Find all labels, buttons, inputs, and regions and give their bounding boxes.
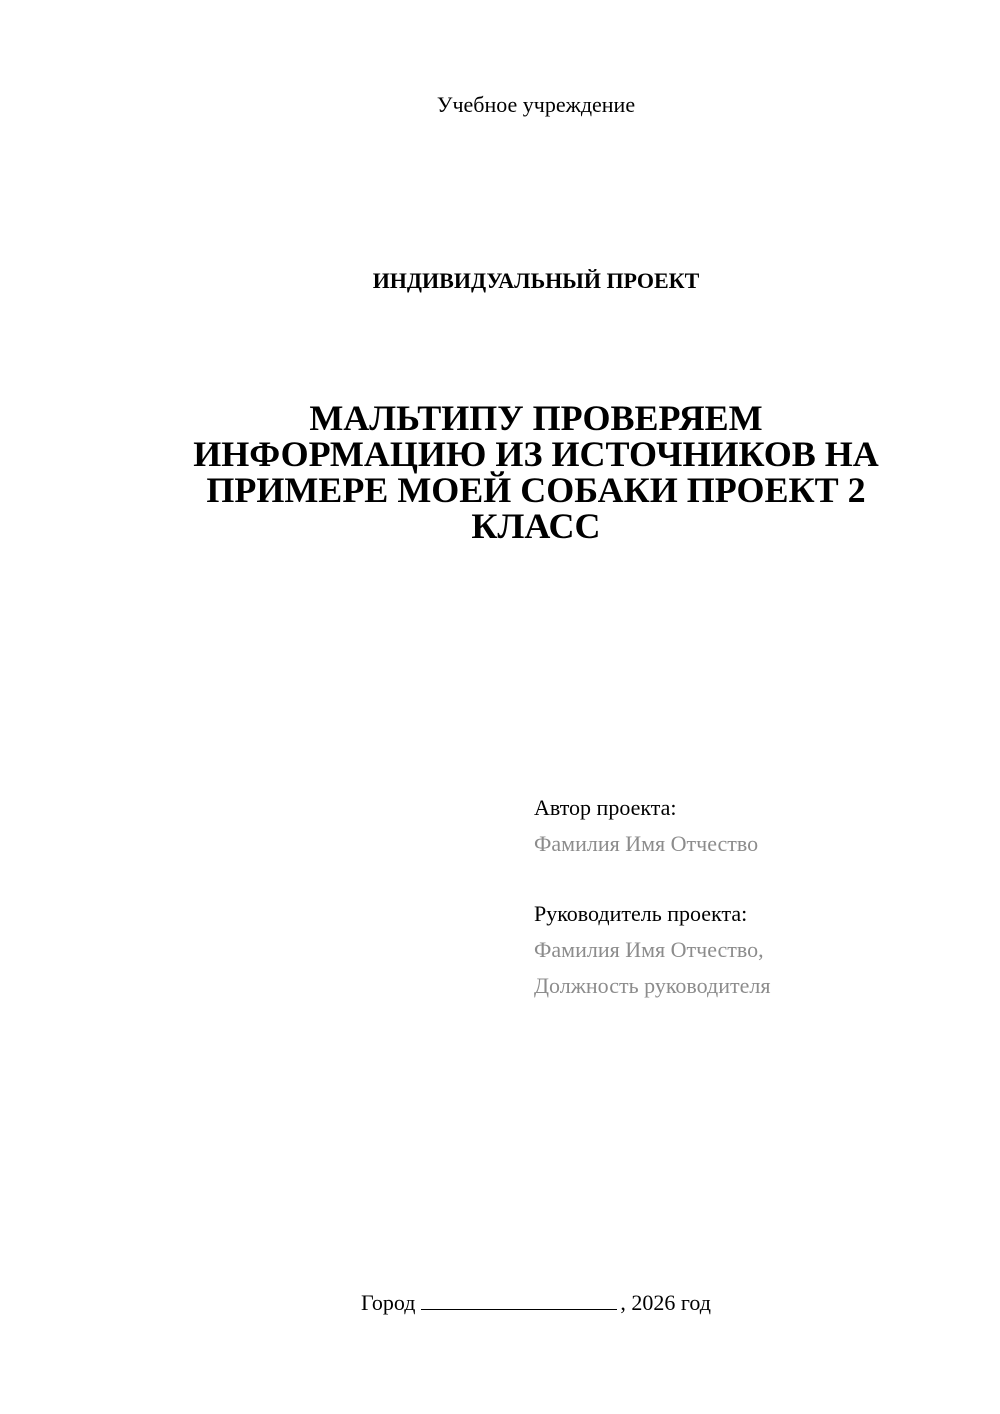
footer-city-year <box>0 1290 1000 1316</box>
city-label: Город <box>361 1290 416 1315</box>
city-blank-line <box>421 1290 617 1310</box>
year-text: , 2026 год <box>620 1290 711 1315</box>
title-line: МАЛЬТИПУ ПРОВЕРЯЕМ <box>309 398 763 438</box>
author-label: Автор проекта: <box>534 795 677 820</box>
supervisor-label: Руководитель проекта: <box>534 901 748 926</box>
institution-name: Учебное учреждение <box>436 92 636 117</box>
supervisor-position: Должность руководителя <box>534 973 771 998</box>
author-name: Фамилия Имя Отчество <box>534 831 759 856</box>
project-title <box>150 400 922 544</box>
title-line: ПРИМЕРЕ МОЕЙ СОБАКИ ПРОЕКТ 2 <box>206 470 866 510</box>
supervisor-name: Фамилия Имя Отчество, <box>534 937 764 962</box>
title-line: ИНФОРМАЦИЮ ИЗ ИСТОЧНИКОВ НА <box>193 434 879 474</box>
credits-block <box>534 790 974 1004</box>
title-line: КЛАСС <box>471 506 601 546</box>
project-type-heading: ИНДИВИДУАЛЬНЫЙ ПРОЕКТ <box>372 268 700 293</box>
